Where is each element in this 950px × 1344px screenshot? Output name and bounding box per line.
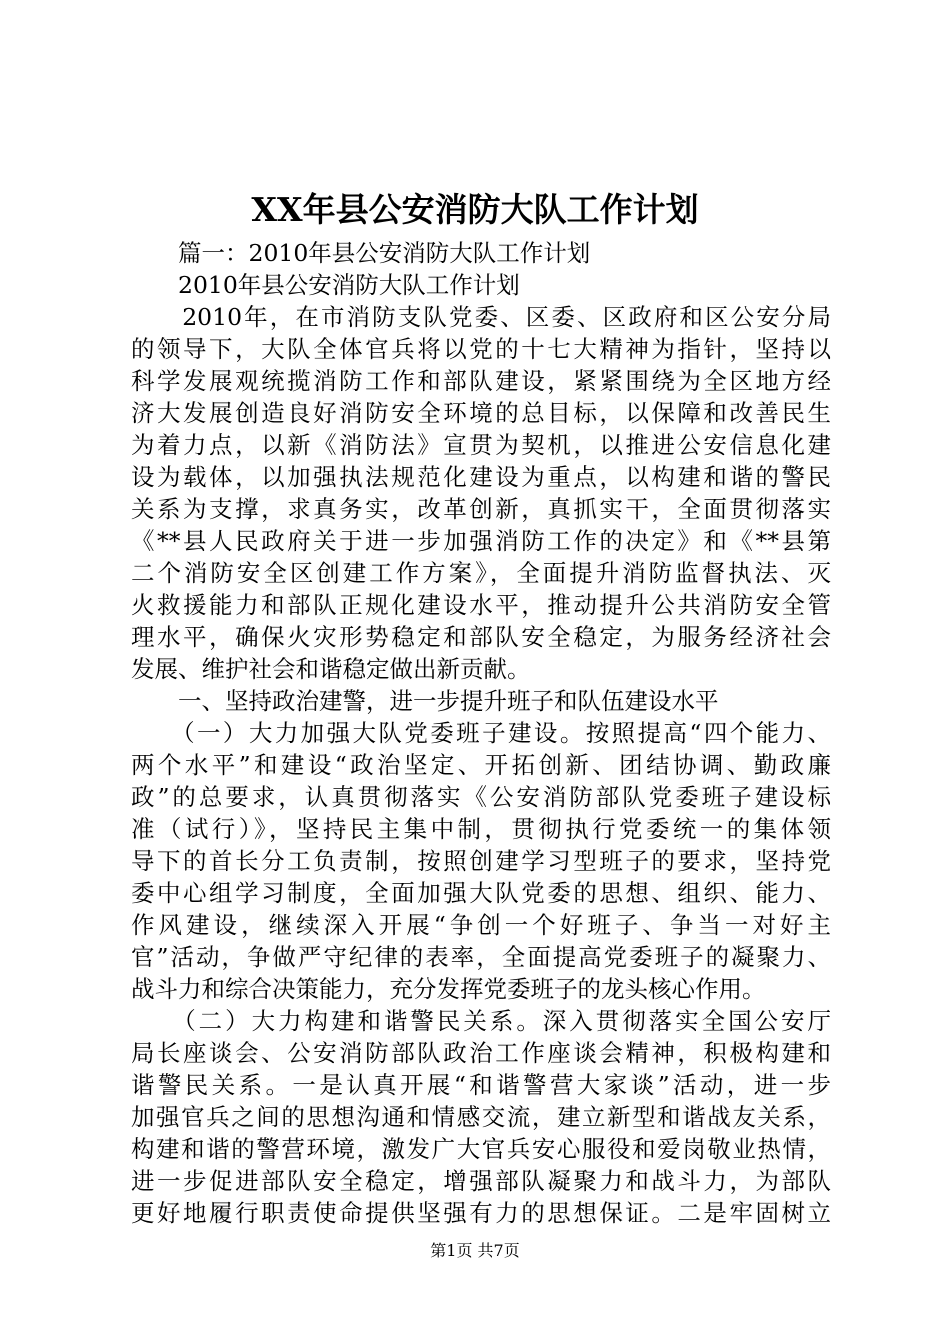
body-line: 加强官兵之间的思想沟通和情感交流，建立新型和谐战友关系， (131, 1103, 831, 1131)
body-line: 委中心组学习制度，全面加强大队党委的思想、组织、能力、 (131, 879, 831, 907)
body-line: 设为载体，以加强执法规范化建设为重点，以构建和谐的警民 (131, 463, 831, 491)
body-line: 2010年县公安消防大队工作计划 (131, 271, 520, 299)
document-title: XX年县公安消防大队工作计划 (251, 190, 699, 229)
body-line: 导下的首长分工负责制，按照创建学习型班子的要求，坚持党 (131, 847, 831, 875)
body-line: 篇一：2010年县公安消防大队工作计划 (131, 239, 591, 267)
body-line: 战斗力和综合决策能力，充分发挥党委班子的龙头核心作用。 (131, 975, 766, 1003)
body-line: 为着力点，以新《消防法》宣贯为契机，以推进公安信息化建 (131, 431, 831, 459)
body-line: 火救援能力和部队正规化建设水平，推动提升公共消防安全管 (131, 591, 831, 619)
body-line: 作风建设，继续深入开展“争创一个好班子、争当一对好主 (131, 911, 831, 939)
body-line: 理水平，确保火灾形势稳定和部队安全稳定，为服务经济社会 (131, 623, 831, 651)
body-line: 《**县人民政府关于进一步加强消防工作的决定》和《**县第 (131, 527, 831, 555)
body-line: 科学发展观统揽消防工作和部队建设，紧紧围绕为全区地方经 (131, 367, 831, 395)
body-line: 进一步促进部队安全稳定，增强部队凝聚力和战斗力，为部队 (131, 1167, 831, 1195)
body-line: 2010年，在市消防支队党委、区委、区政府和区公安分局 (131, 303, 831, 331)
body-line: （一）大力加强大队党委班子建设。按照提高“四个能力、 (131, 719, 831, 747)
body-line: 关系为支撑，求真务实，改革创新，真抓实干，全面贯彻落实 (131, 495, 831, 523)
page-number-footer: 第1页 共7页 (430, 1241, 520, 1260)
section-heading: 一、坚持政治建警，进一步提升班子和队伍建设水平 (131, 687, 719, 715)
body-line: 的领导下，大队全体官兵将以党的十七大精神为指针，坚持以 (131, 335, 831, 363)
body-line: 官”活动，争做严守纪律的表率，全面提高党委班子的凝聚力、 (131, 943, 831, 971)
body-line: 二个消防安全区创建工作方案》，全面提升消防监督执法、灭 (131, 559, 831, 587)
body-line: 发展、维护社会和谐稳定做出新贡献。 (131, 655, 531, 683)
body-line: 局长座谈会、公安消防部队政治工作座谈会精神，积极构建和 (131, 1039, 831, 1067)
body-line: 准（试行）》，坚持民主集中制，贯彻执行党委统一的集体领 (131, 815, 831, 843)
body-line: 政”的总要求，认真贯彻落实《公安消防部队党委班子建设标 (131, 783, 831, 811)
body-line: 济大发展创造良好消防安全环境的总目标，以保障和改善民生 (131, 399, 831, 427)
body-line: 两个水平”和建设“政治坚定、开拓创新、团结协调、勤政廉 (131, 751, 831, 779)
body-line: （二）大力构建和谐警民关系。深入贯彻落实全国公安厅 (131, 1007, 831, 1035)
body-line: 谐警民关系。一是认真开展“和谐警营大家谈”活动，进一步 (131, 1071, 831, 1099)
body-line: 更好地履行职责使命提供坚强有力的思想保证。二是牢固树立 (131, 1199, 831, 1227)
body-line: 构建和谐的警营环境，激发广大官兵安心服役和爱岗敬业热情， (131, 1135, 831, 1163)
